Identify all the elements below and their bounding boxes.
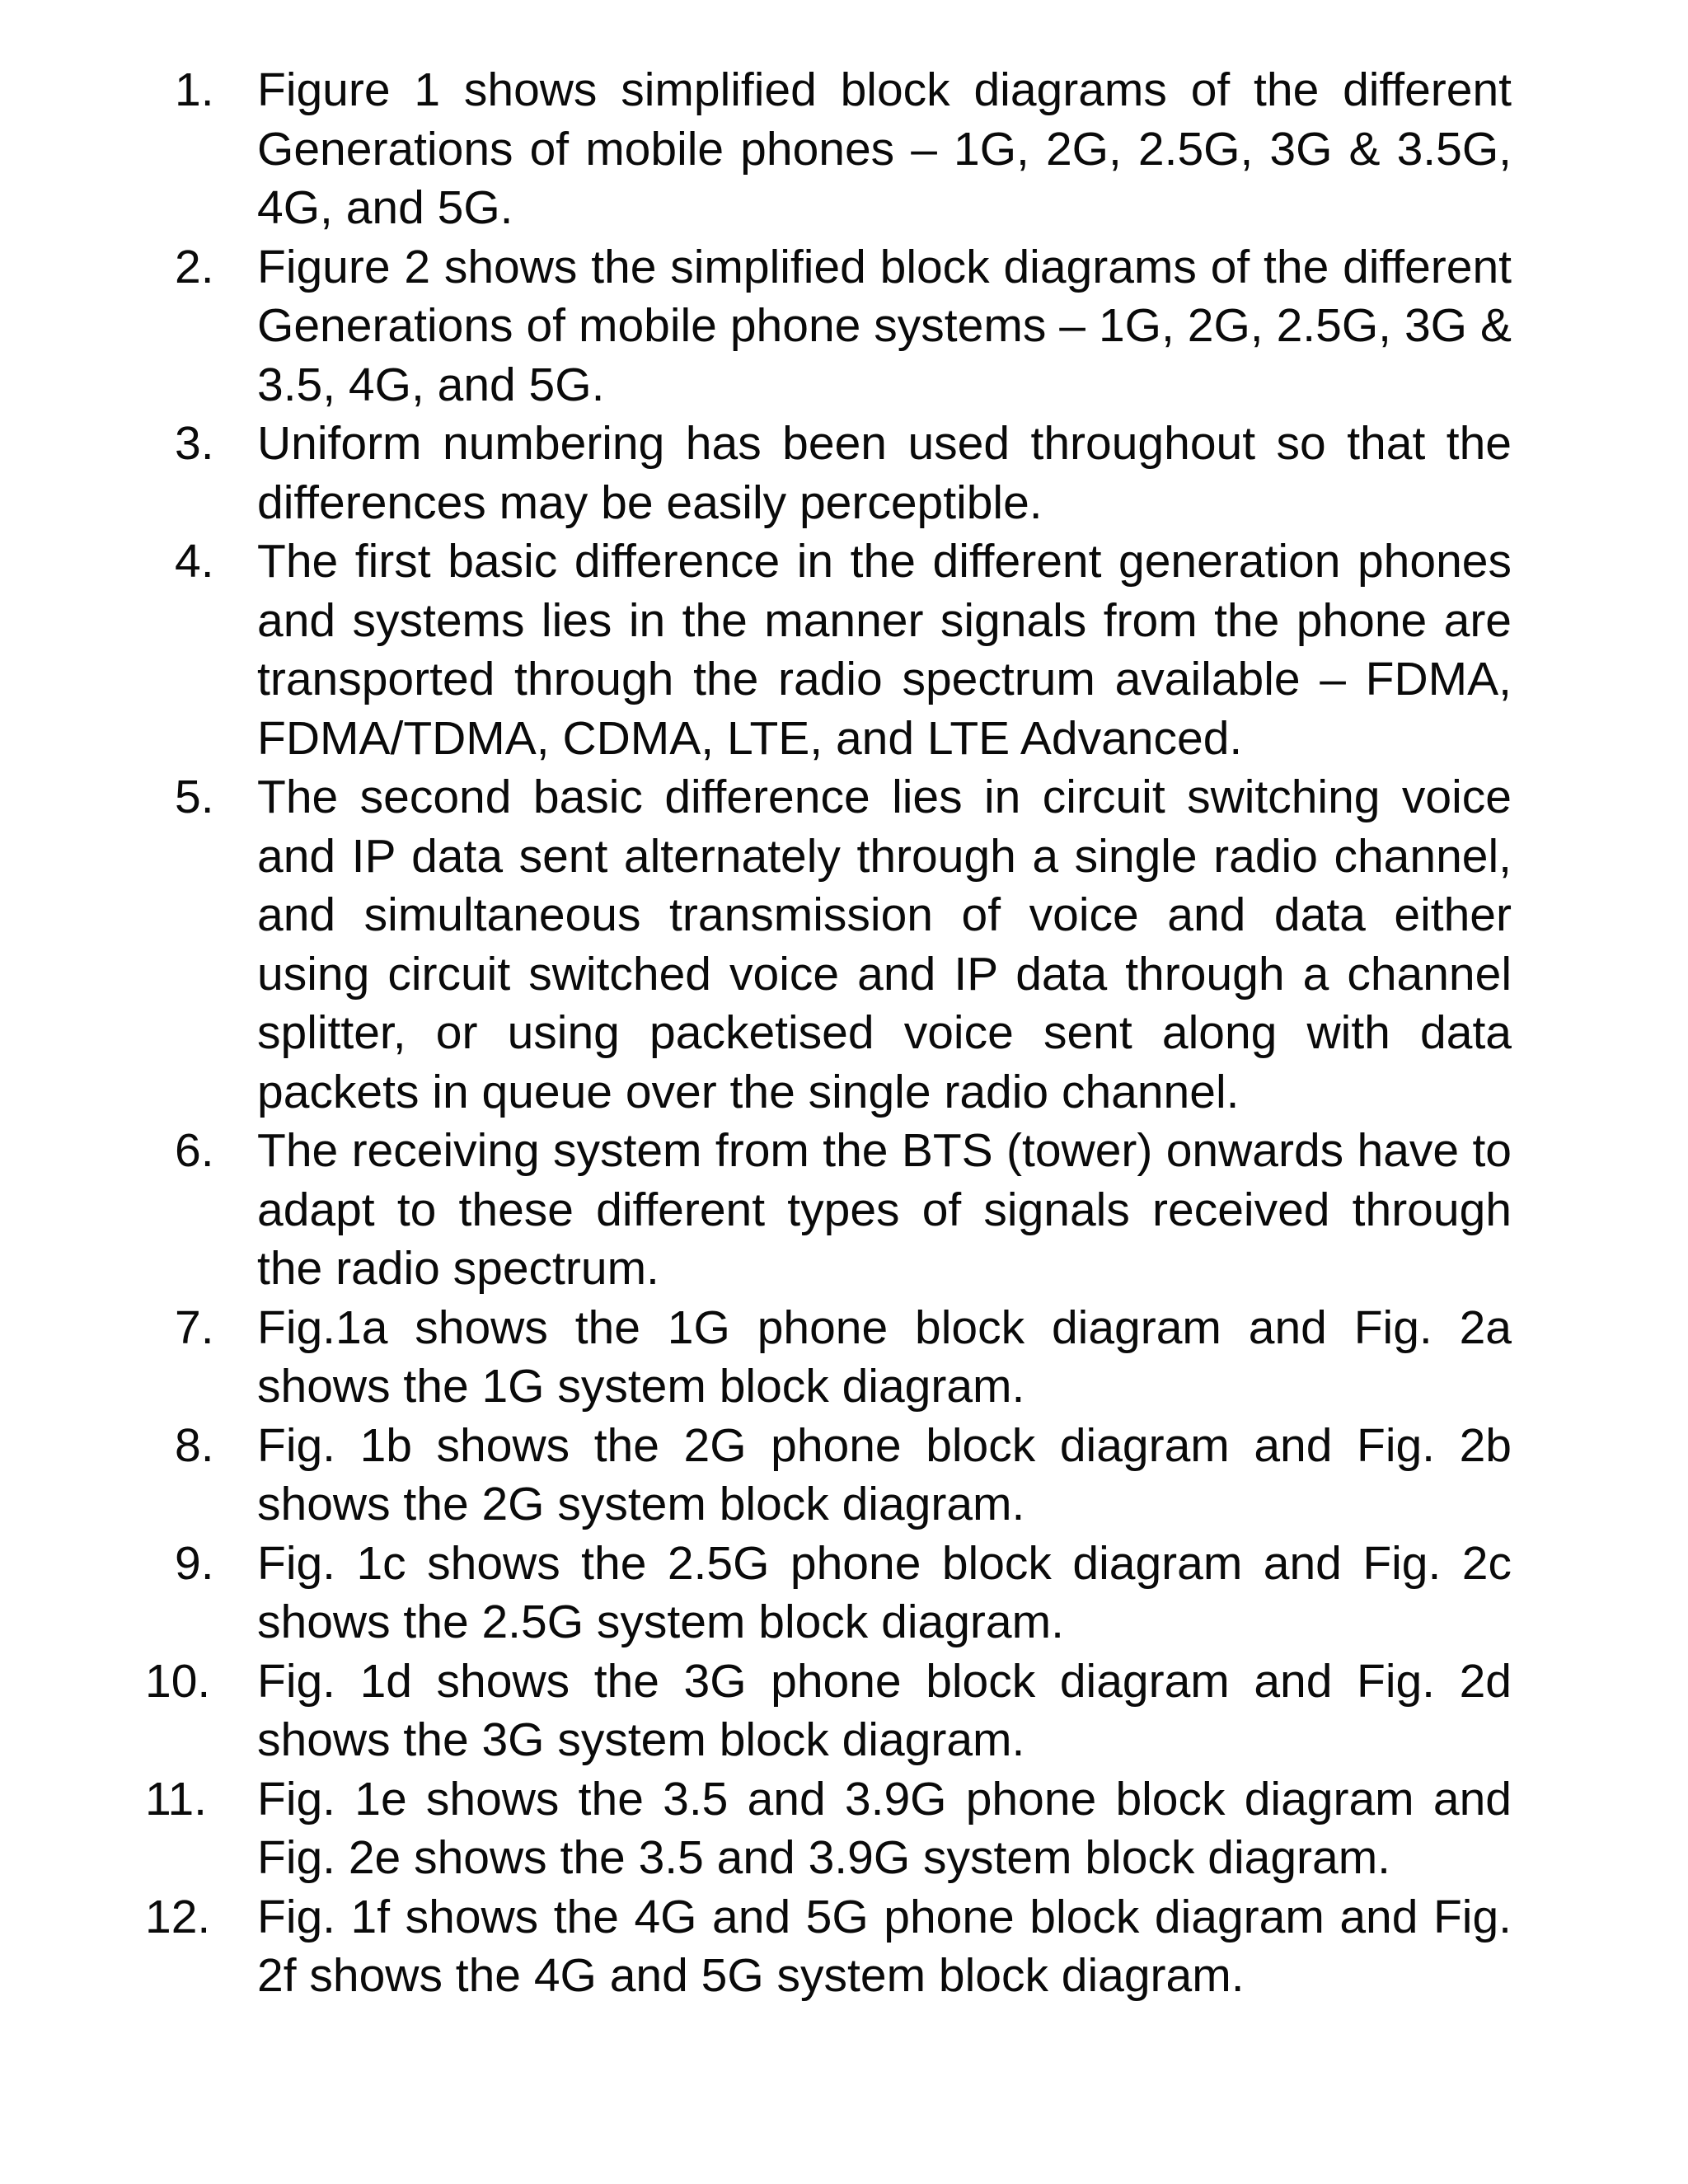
list-item-number: 9. (175, 1536, 214, 1590)
list-item-text: The receiving system from the BTS (tower) onwards have to adapt to these different types of signals received through the radio spectrum. (257, 1124, 1512, 1295)
list-item-text: Figure 2 shows the simplified block diagrams of the different Generations of mobile phone systems – 1G, 2G, 2.5G, 3G & 3.5, 4G, and 5G. (257, 240, 1512, 411)
list-item (175, 61, 1512, 238)
list-item-text: Figure 1 shows simplified block diagrams of the different Generations of mobile phones – 1G, 2G, 2.5G, 3G & 3.5G, 4G, and 5G. (257, 63, 1512, 234)
list-item-text: The first basic difference in the different generation phones and systems lies in the manner signals from the phone are transported through the radio spectrum available – FDMA, FDMA/TDMA, CDMA, LTE, and LTE Advanced. (257, 535, 1512, 765)
list-item-number: 1. (175, 63, 214, 116)
list-item-number: 2. (175, 240, 214, 293)
list-item-number: 4. (175, 535, 214, 588)
list-item (175, 1417, 1512, 1535)
list-item-number: 10. (145, 1654, 211, 1708)
list-item-number: 7. (175, 1301, 214, 1354)
list-item (145, 1888, 1512, 2006)
list-item (175, 1299, 1512, 1417)
list-item-text: Fig.1a shows the 1G phone block diagram and Fig. 2a shows the 1G system block diagram. (257, 1301, 1512, 1413)
list-item-number: 5. (175, 771, 214, 823)
list-item-text: Fig. 1b shows the 2G phone block diagram and Fig. 2b shows the 2G system block diagram. (257, 1418, 1512, 1530)
list-item-number: 3. (175, 417, 214, 470)
list-item-number: 12. (145, 1890, 211, 1943)
numbered-list (145, 61, 1512, 2006)
list-item-text: Uniform numbering has been used throughout so that the differences may be easily perceptible. (257, 417, 1512, 529)
list-item-text: Fig. 1e shows the 3.5 and 3.9G phone block diagram and Fig. 2e shows the 3.5 and 3.9G system block diagram. (257, 1772, 1512, 1884)
list-item-text: Fig. 1d shows the 3G phone block diagram and Fig. 2d shows the 3G system block diagram. (257, 1654, 1512, 1766)
list-item-text: The second basic difference lies in circuit switching voice and IP data sent alternately through a single radio channel, and simultaneous transmission of voice and data either using circuit switched voice and IP data through a channel splitter, or using packetised voice sent along with data packets in queue over the single radio channel. (257, 771, 1512, 1118)
list-item (175, 768, 1512, 1122)
list-item (175, 1535, 1512, 1652)
list-item-number: 11. (145, 1772, 208, 1825)
list-item (175, 532, 1512, 768)
list-item (175, 1122, 1512, 1299)
list-item (175, 238, 1512, 415)
list-item (175, 415, 1512, 532)
list-item (145, 1652, 1512, 1770)
list-item-text: Fig. 1f shows the 4G and 5G phone block diagram and Fig. 2f shows the 4G and 5G system block diagram. (257, 1890, 1512, 2002)
list-item-number: 8. (175, 1418, 214, 1472)
list-item (145, 1770, 1512, 1888)
list-item-text: Fig. 1c shows the 2.5G phone block diagram and Fig. 2c shows the 2.5G system block diagram. (257, 1536, 1512, 1648)
list-item-number: 6. (175, 1124, 214, 1177)
